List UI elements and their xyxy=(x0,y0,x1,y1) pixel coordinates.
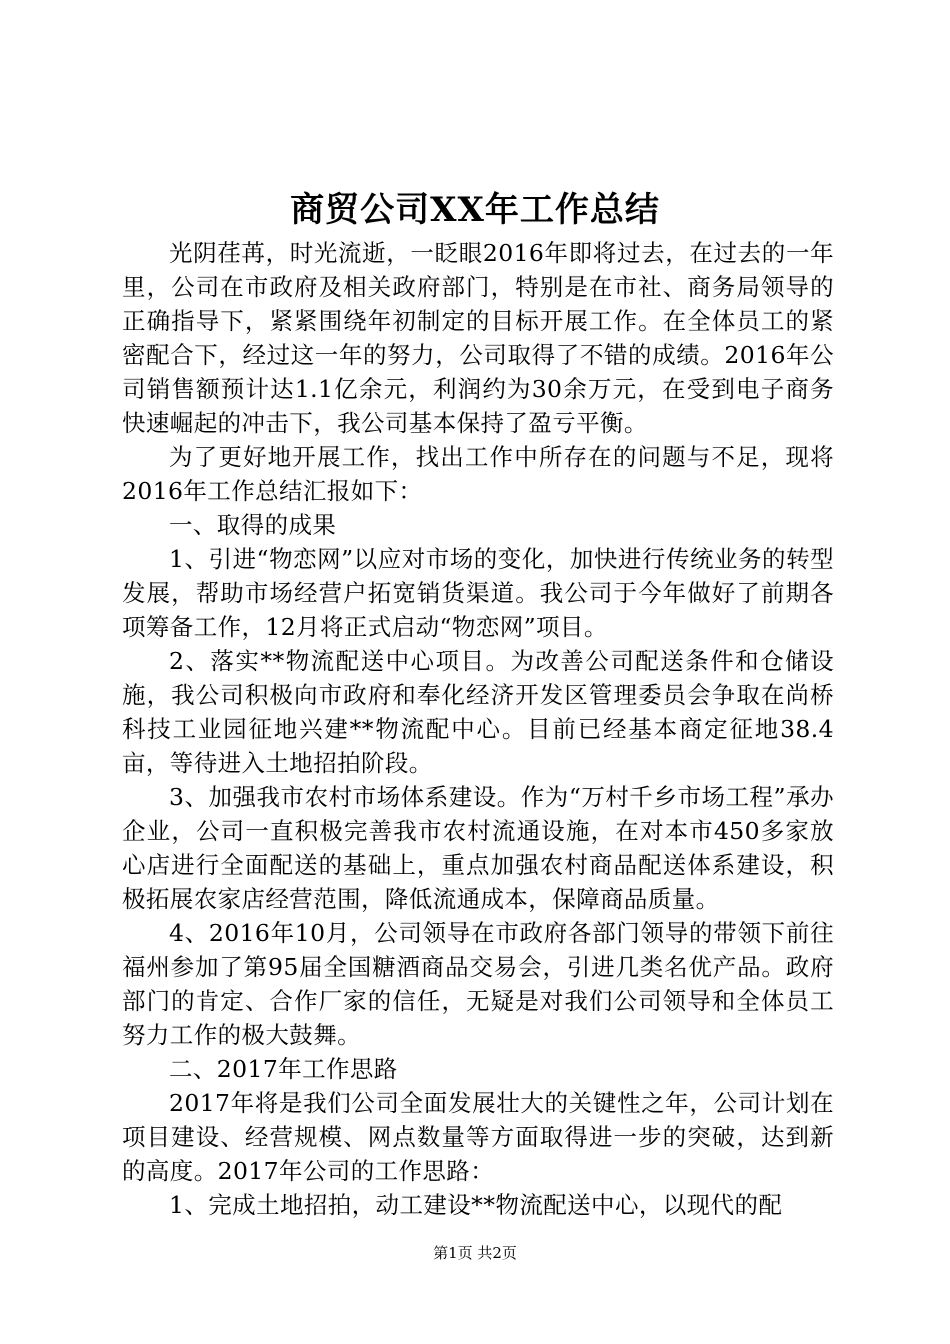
paragraph-item-3: 3、加强我市农村市场体系建设。作为“万村千乡市场工程”承办企业，公司一直积极完善我市农村流通设施，在对本市450多家放心店进行全面配送的基础上，重点加强农村商品配送体系建设，积极拓展农家店经营范围，降低流通成本，保障商品质量。 xyxy=(122,783,834,913)
document-title: 商贸公司XX年工作总结 xyxy=(290,190,660,230)
paragraph-intro: 光阴荏苒，时光流逝，一眨眼2016年即将过去，在过去的一年里，公司在市政府及相关政府部门，特别是在市社、商务局领导的正确指导下，紧紧围绕年初制定的目标开展工作。在全体员工的紧密配合下，经过这一年的努力，公司取得了不错的成绩。2016年公司销售额预计达1.1亿余元，利润约为30余万元，在受到电子商务快速崛起的冲击下，我公司基本保持了盈亏平衡。 xyxy=(122,239,834,437)
paragraph-plan-intro: 2017年将是我们公司全面发展壮大的关键性之年，公司计划在项目建设、经营规模、网点数量等方面取得进一步的突破，达到新的高度。2017年公司的工作思路： xyxy=(122,1089,834,1185)
section-heading-plan: 二、2017年工作思路 xyxy=(169,1055,398,1083)
paragraph-summary-lead: 为了更好地开展工作，找出工作中所存在的问题与不足，现将2016年工作总结汇报如下： xyxy=(122,443,834,505)
paragraph-item-4: 4、2016年10月，公司领导在市政府各部门领导的带领下前往福州参加了第95届全国糖酒商品交易会，引进几类名优产品。政府部门的肯定、合作厂家的信任，无疑是对我们公司领导和全体员工努力工作的极大鼓舞。 xyxy=(122,919,834,1049)
document-body xyxy=(122,236,834,1222)
paragraph-plan-item-1: 1、完成土地招拍，动工建设**物流配送中心，以现代的配 xyxy=(169,1191,783,1219)
page-footer: 第1页 共2页 xyxy=(433,1244,517,1262)
section-heading-achievements: 一、取得的成果 xyxy=(169,511,337,539)
paragraph-item-1: 1、引进“物恋网”以应对市场的变化，加快进行传统业务的转型发展，帮助市场经营户拓宽销货渠道。我公司于今年做好了前期各项筹备工作，12月将正式启动“物恋网”项目。 xyxy=(122,545,834,641)
paragraph-item-2: 2、落实**物流配送中心项目。为改善公司配送条件和仓储设施，我公司积极向市政府和奉化经济开发区管理委员会争取在尚桥科技工业园征地兴建**物流配中心。目前已经基本商定征地38.4亩，等待进入土地招拍阶段。 xyxy=(122,647,834,777)
